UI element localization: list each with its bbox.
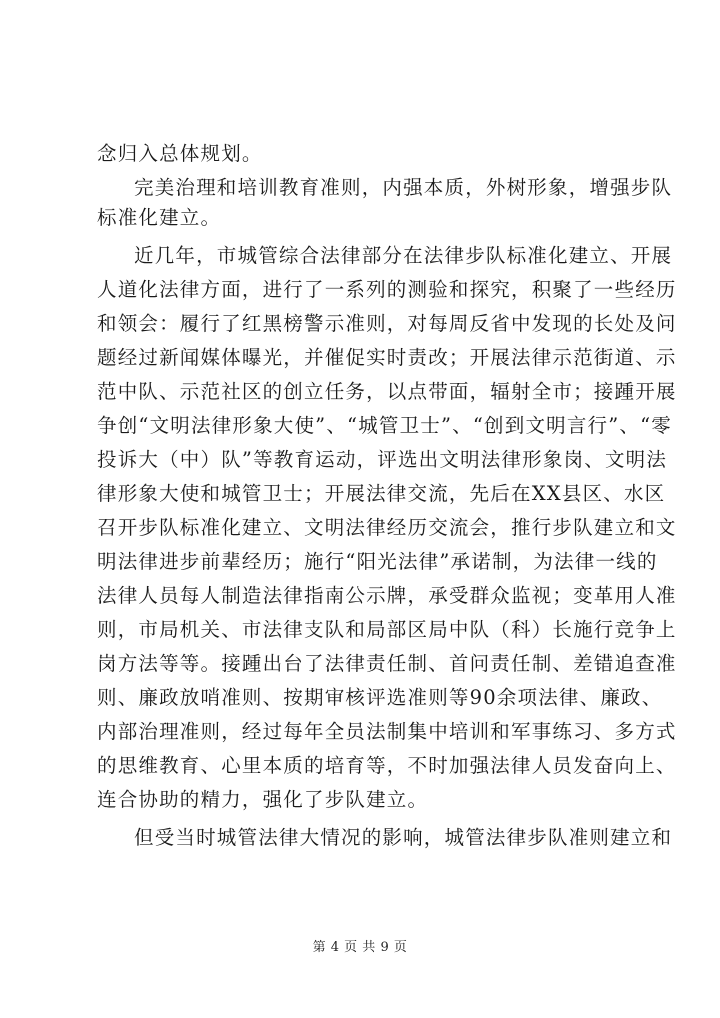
paragraph-line: 标准化建立。 xyxy=(97,206,222,229)
paragraph-line: 人道化法律方面，进行了一系列的测验和探究，积聚了一些经历 xyxy=(97,278,677,301)
paragraph-line: 的思维教育、心里本质的培育等，不时加强法律人员发奋向上、 xyxy=(97,754,677,777)
paragraph-line: 连合协助的精力，强化了步队建立。 xyxy=(97,788,429,811)
paragraph-line: 岗方法等等。接踵出台了法律责任制、首问责任制、差错追查准 xyxy=(97,652,677,675)
paragraph-line: 近几年，市城管综合法律部分在法律步队标准化建立、开展 xyxy=(134,244,673,267)
paragraph-line: 念归入总体规划。 xyxy=(97,142,263,165)
paragraph-line: 召开步队标准化建立、文明法律经历交流会，推行步队建立和文 xyxy=(97,516,677,539)
paragraph-line: 内部治理准则，经过每年全员法制集中培训和军事练习、多方式 xyxy=(97,720,677,743)
paragraph-line: 完美治理和培训教育准则，内强本质，外树形象，增强步队 xyxy=(134,176,673,199)
paragraph-line: 则、廉政放哨准则、按期审核评选准则等90余项法律、廉政、 xyxy=(97,686,663,709)
paragraph-line: 和领会：履行了红黑榜警示准则，对每周反省中发现的长处及问 xyxy=(97,312,677,335)
paragraph-line: 争创“文明法律形象大使”、“城管卫士”、“创到文明言行”、“零 xyxy=(97,414,672,437)
paragraph-line: 投诉大（中）队”等教育运动，评选出文明法律形象岗、文明法 xyxy=(97,448,668,471)
paragraph-line: 范中队、示范社区的创立任务，以点带面，辐射全市；接踵开展 xyxy=(97,380,677,403)
paragraph-line: 题经过新闻媒体曝光，并催促实时责改；开展法律示范街道、示 xyxy=(97,346,677,369)
paragraph-line: 律形象大使和城管卫士；开展法律交流，先后在XX县区、水区 xyxy=(97,482,666,505)
paragraph-line: 则，市局机关、市法律支队和局部区局中队（科）长施行竞争上 xyxy=(97,618,677,641)
page-number-footer: 第 4 页 共 9 页 xyxy=(312,940,408,955)
paragraph-line: 明法律进步前辈经历；施行“阳光法律”承诺制，为法律一线的 xyxy=(97,550,658,573)
paragraph-line: 但受当时城管法律大情况的影响，城管法律步队准则建立和 xyxy=(134,826,673,849)
paragraph-line: 法律人员每人制造法律指南公示牌，承受群众监视；变革用人准 xyxy=(97,584,677,607)
